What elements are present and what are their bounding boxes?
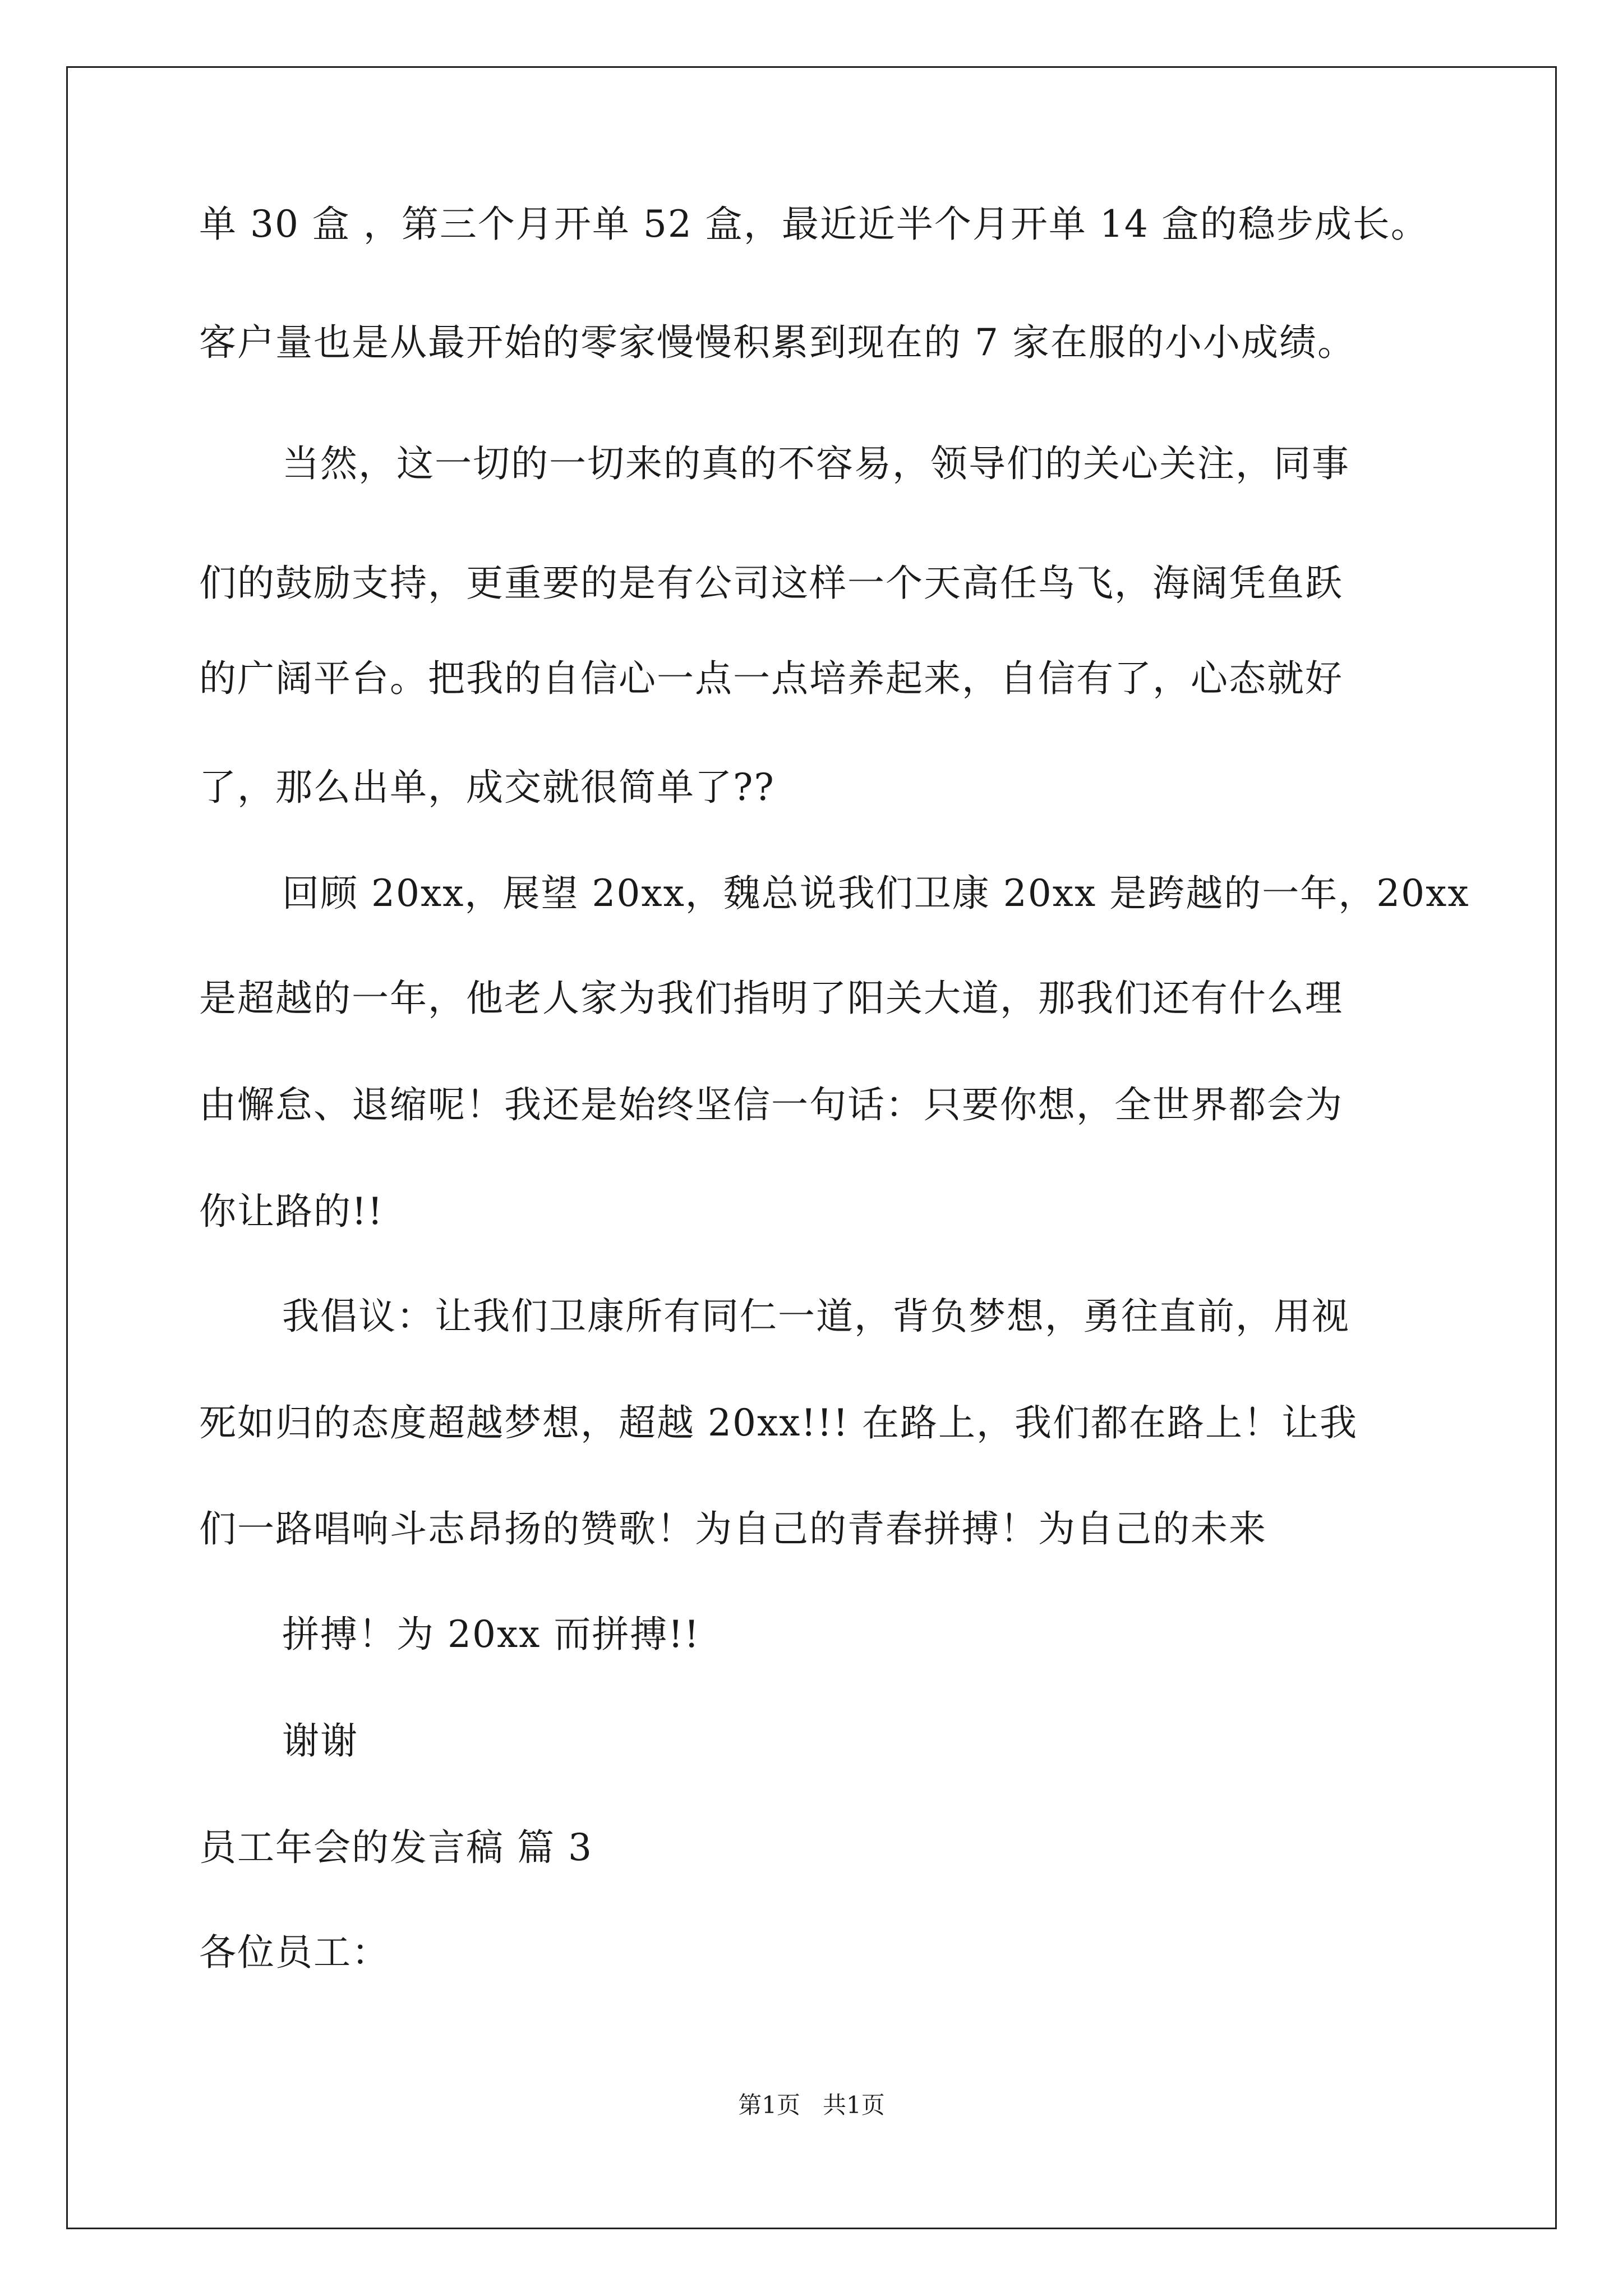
paragraph-start-line: 拼搏！为 20xx 而拼搏!!: [282, 1613, 700, 1656]
page-border: [66, 66, 1557, 2229]
text-line: 死如归的态度超越梦想，超越 20xx!!! 在路上，我们都在路上！让我: [199, 1401, 1358, 1444]
text-line: 由懈怠、退缩呢！我还是始终坚信一句话：只要你想，全世界都会为: [199, 1083, 1343, 1126]
section-heading: 员工年会的发言稿 篇 3: [199, 1826, 593, 1869]
text-line: 单 30 盒 ，第三个月开单 52 盒，最近近半个月开单 14 盒的稳步成长。: [199, 203, 1429, 246]
text-line: 们的鼓励支持，更重要的是有公司这样一个天高任鸟飞，海阔凭鱼跃: [199, 562, 1343, 605]
page-number-footer: 第1页 共1页: [738, 2091, 885, 2119]
text-line: 你让路的!!: [199, 1190, 384, 1233]
paragraph-start-line: 当然，这一切的一切来的真的不容易，领导们的关心关注，同事: [282, 442, 1350, 485]
text-line: 的广阔平台。把我的自信心一点一点培养起来，自信有了，心态就好: [199, 657, 1343, 700]
paragraph-start-line: 我倡议：让我们卫康所有同仁一道，背负梦想，勇往直前，用视: [282, 1295, 1350, 1338]
closing-line: 谢谢: [282, 1719, 358, 1763]
paragraph-start-line: 回顾 20xx，展望 20xx，魏总说我们卫康 20xx 是跨越的一年，20xx: [282, 872, 1470, 915]
salutation-line: 各位员工：: [199, 1931, 390, 1974]
text-line: 们一路唱响斗志昂扬的赞歌！为自己的青春拼搏！为自己的未来: [199, 1507, 1267, 1550]
text-line: 客户量也是从最开始的零家慢慢积累到现在的 7 家在服的小小成绩。: [199, 321, 1355, 364]
text-line: 是超越的一年，他老人家为我们指明了阳关大道，那我们还有什么理: [199, 977, 1343, 1020]
text-line: 了，那么出单，成交就很简单了??: [199, 766, 775, 809]
